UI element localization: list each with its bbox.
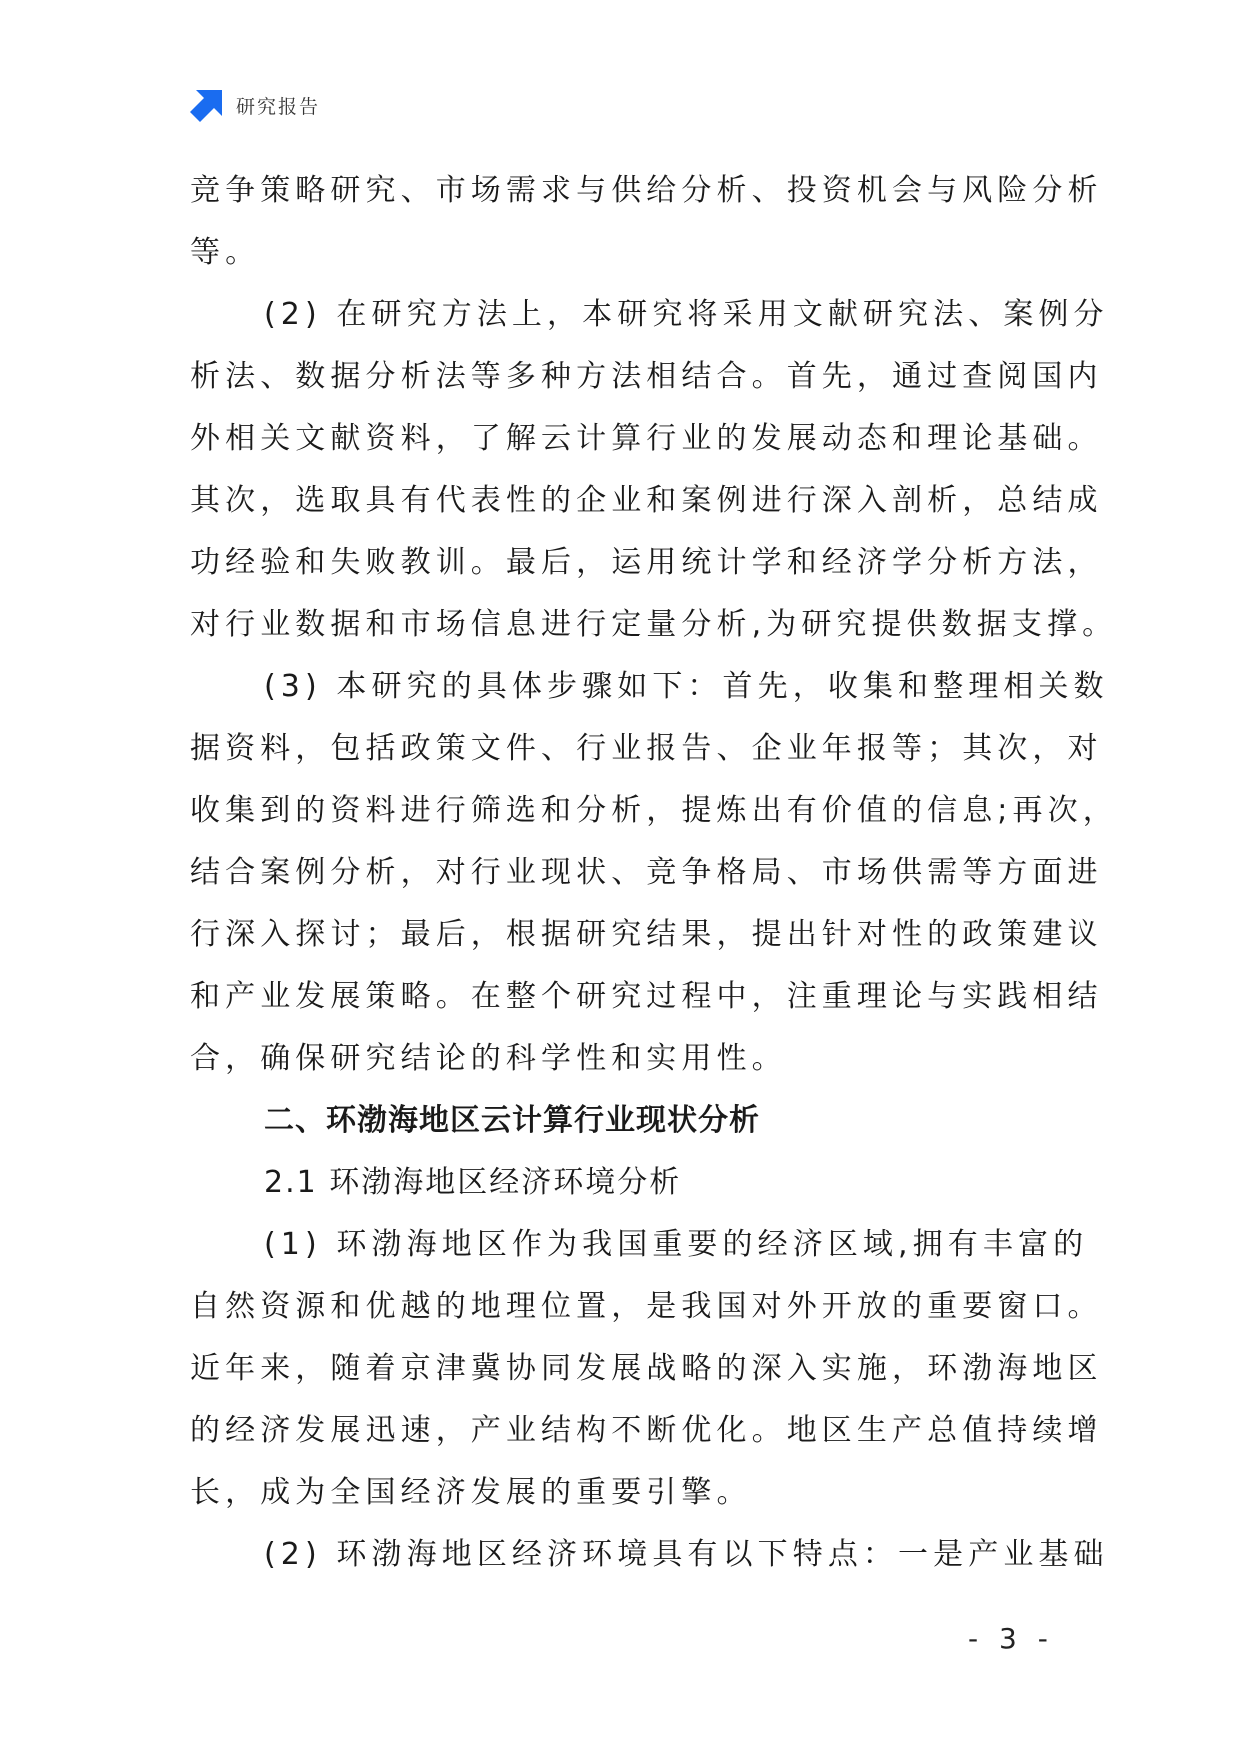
text-line: 收集到的资料进行筛选和分析，提炼出有价值的信息;再次，: [190, 793, 1118, 828]
text-line: 析法、数据分析法等多种方法相结合。首先，通过查阅国内: [190, 359, 1103, 394]
text-line: 行深入探讨；最后，根据研究结果，提出针对性的政策建议: [190, 917, 1103, 952]
text-line: 近年来，随着京津冀协同发展战略的深入实施，环渤海地区: [190, 1351, 1103, 1386]
document-body: [190, 160, 1118, 1586]
section-heading: 二、环渤海地区云计算行业现状分析: [264, 1103, 760, 1138]
paragraph-start: (2) 环渤海地区经济环境具有以下特点：一是产业基础: [264, 1537, 1109, 1572]
text-line: 功经验和失败教训。最后，运用统计学和经济学分析方法，: [190, 545, 1103, 580]
text-line: 竞争策略研究、市场需求与供给分析、投资机会与风险分析: [190, 173, 1103, 208]
text-line: 的经济发展迅速，产业结构不断优化。地区生产总值持续增: [190, 1413, 1103, 1448]
text-line: 据资料，包括政策文件、行业报告、企业年报等；其次，对: [190, 731, 1103, 766]
text-line: 其次，选取具有代表性的企业和案例进行深入剖析，总结成: [190, 483, 1103, 518]
paragraph-start: (1) 环渤海地区作为我国重要的经济区域,拥有丰富的: [264, 1227, 1089, 1262]
subsection-heading: 2.1 环渤海地区经济环境分析: [264, 1165, 682, 1200]
page-header: [190, 88, 320, 122]
paragraph-start: (3) 本研究的具体步骤如下：首先，收集和整理相关数: [264, 669, 1109, 704]
text-line: 自然资源和优越的地理位置，是我国对外开放的重要窗口。: [190, 1289, 1103, 1324]
text-line: 结合案例分析，对行业现状、竞争格局、市场供需等方面进: [190, 855, 1103, 890]
text-line: 外相关文献资料，了解云计算行业的发展动态和理论基础。: [190, 421, 1103, 456]
text-line: 等。: [190, 235, 261, 270]
arrow-up-right-icon: [190, 88, 224, 122]
text-line: 和产业发展策略。在整个研究过程中，注重理论与实践相结: [190, 979, 1103, 1014]
paragraph-start: (2) 在研究方法上，本研究将采用文献研究法、案例分: [264, 297, 1109, 332]
page-number: - 3 -: [968, 1622, 1054, 1655]
header-title: 研究报告: [236, 95, 321, 118]
text-line: 长，成为全国经济发展的重要引擎。: [190, 1475, 752, 1510]
text-line: 对行业数据和市场信息进行定量分析,为研究提供数据支撑。: [190, 607, 1118, 642]
text-line: 合，确保研究结论的科学性和实用性。: [190, 1041, 787, 1076]
